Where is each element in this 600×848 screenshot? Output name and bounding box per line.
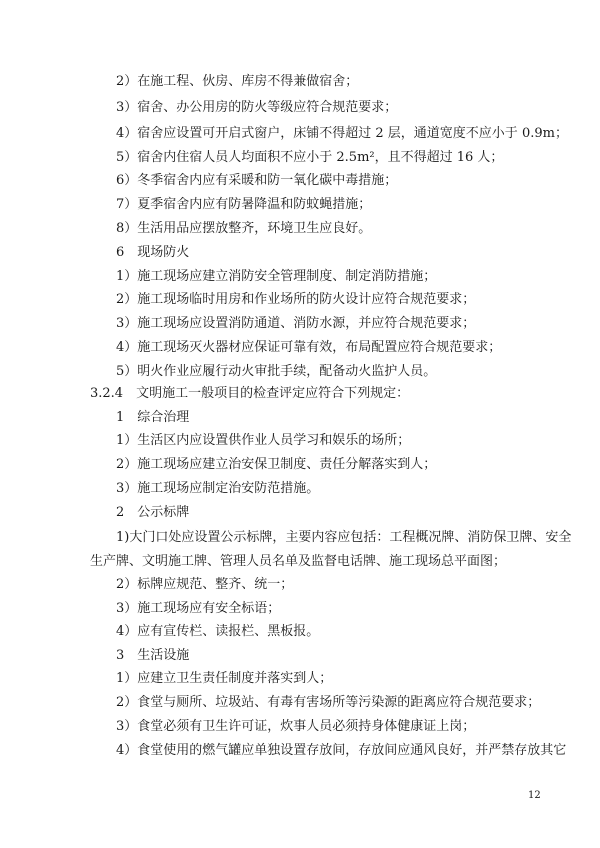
section-heading: 6 现场防火	[116, 245, 190, 260]
text-line: 2）施工现场应建立治安保卫制度、责任分解落实到人；	[116, 457, 437, 472]
text-line: 8）生活用品应摆放整齐，环境卫生应良好。	[116, 221, 372, 236]
section-heading: 2 公示标牌	[116, 505, 190, 520]
text-line: 4）应有宣传栏、读报栏、黑板报。	[116, 624, 320, 639]
section-heading: 3 生活设施	[116, 648, 190, 663]
text-line: 3）宿舍、办公用房的防火等级应符合规范要求；	[116, 100, 398, 115]
text-line: 1)大门口处应设置公示标牌，主要内容应包括：工程概况牌、消防保卫牌、安全	[116, 530, 572, 545]
text-line: 1）施工现场应建立消防安全管理制度、制定消防措施；	[116, 269, 437, 284]
text-line: 3）食堂必须有卫生许可证，炊事人员必须持身体健康证上岗；	[116, 719, 476, 734]
text-line: 6）冬季宿舍内应有采暖和防一氧化碳中毒措施；	[116, 173, 398, 188]
text-line: 2）标牌应规范、整齐、统一；	[116, 577, 294, 592]
text-line: 4）宿舍应设置可开启式窗户，床铺不得超过 2 层，通道宽度不应小于 0.9m；	[116, 126, 568, 141]
text-line: 5）明火作业应履行动火审批手续，配备动火监护人员。	[116, 364, 437, 379]
text-line: 3）施工现场应制定治安防范措施。	[116, 481, 320, 496]
text-line: 4）施工现场灭火器材应保证可靠有效，布局配置应符合规范要求；	[116, 340, 502, 355]
text-line: 3）施工现场应有安全标语；	[116, 601, 281, 616]
page-number: 12	[528, 790, 541, 801]
section-heading: 1 综合治理	[116, 410, 190, 425]
text-line: 2）食堂与厕所、垃圾站、有毒有害场所等污染源的距离应符合规范要求；	[116, 695, 541, 710]
clause-heading: 3.2.4 文明施工一般项目的检查评定应符合下列规定：	[90, 386, 410, 401]
text-line: 1）应建立卫生责任制度并落实到人；	[116, 671, 333, 686]
text-line: 7）夏季宿舍内应有防暑降温和防蚊蝇措施；	[116, 197, 372, 212]
text-line: 3）施工现场应设置消防通道、消防水源，并应符合规范要求；	[116, 316, 476, 331]
text-line: 4）食堂使用的燃气罐应单独设置存放间，存放间应通风良好，并严禁存放其它	[116, 743, 567, 758]
text-line: 2）在施工程、伙房、库房不得兼做宿舍；	[116, 74, 359, 89]
text-line: 2）施工现场临时用房和作业场所的防火设计应符合规范要求；	[116, 292, 476, 307]
text-line: 1）生活区内应设置供作业人员学习和娱乐的场所；	[116, 433, 411, 448]
text-line: 5）宿舍内住宿人员人均面积不应小于 2.5m²，且不得超过 16 人；	[116, 150, 504, 165]
text-line: 生产牌、文明施工牌、管理人员名单及监督电话牌、施工现场总平面图；	[90, 554, 507, 569]
